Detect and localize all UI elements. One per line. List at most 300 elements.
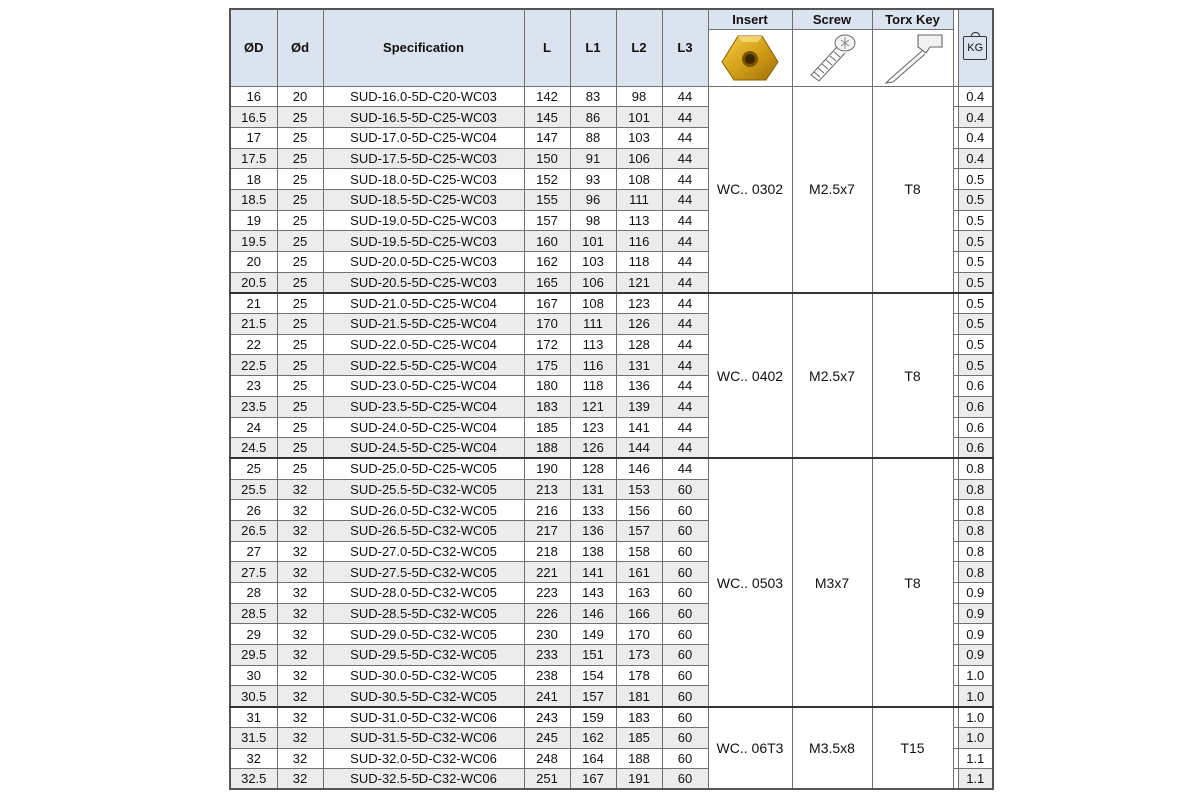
group-screw: M2.5x7	[792, 293, 872, 459]
cell-l1: 164	[570, 748, 616, 769]
cell-l2: 128	[616, 334, 662, 355]
cell-l3: 44	[662, 334, 708, 355]
cell-l1: 98	[570, 210, 616, 231]
cell-l2: 131	[616, 355, 662, 376]
header-L3: L3	[662, 9, 708, 86]
cell-od: 27.5	[230, 562, 277, 583]
cell-spec: SUD-17.5-5D-C25-WC03	[323, 148, 524, 169]
cell-spec: SUD-22.5-5D-C25-WC04	[323, 355, 524, 376]
cell-d: 32	[277, 707, 323, 728]
cell-l: 150	[524, 148, 570, 169]
cell-l3: 44	[662, 189, 708, 210]
cell-d: 32	[277, 727, 323, 748]
cell-d: 25	[277, 293, 323, 314]
cell-spec: SUD-28.0-5D-C32-WC05	[323, 583, 524, 604]
cell-l1: 162	[570, 727, 616, 748]
cell-l3: 60	[662, 479, 708, 500]
cell-weight: 0.4	[958, 127, 993, 148]
cell-l1: 131	[570, 479, 616, 500]
cell-l2: 144	[616, 438, 662, 459]
cell-spec: SUD-16.0-5D-C20-WC03	[323, 86, 524, 107]
cell-l3: 44	[662, 231, 708, 252]
cell-spec: SUD-27.5-5D-C32-WC05	[323, 562, 524, 583]
cell-weight: 0.6	[958, 417, 993, 438]
cell-d: 25	[277, 376, 323, 397]
cell-od: 20	[230, 252, 277, 273]
header-L1: L1	[570, 9, 616, 86]
cell-l1: 121	[570, 396, 616, 417]
group-torx: T8	[872, 458, 953, 706]
cell-spec: SUD-25.0-5D-C25-WC05	[323, 458, 524, 479]
cell-l: 248	[524, 748, 570, 769]
cell-l2: 106	[616, 148, 662, 169]
cell-weight: 0.5	[958, 231, 993, 252]
cell-od: 28	[230, 583, 277, 604]
header-od: ØD	[230, 9, 277, 86]
group-insert: WC.. 0402	[708, 293, 792, 459]
cell-od: 29	[230, 624, 277, 645]
cell-spec: SUD-31.0-5D-C32-WC06	[323, 707, 524, 728]
cell-od: 26	[230, 500, 277, 521]
cell-weight: 1.0	[958, 727, 993, 748]
cell-weight: 0.9	[958, 624, 993, 645]
cell-od: 25	[230, 458, 277, 479]
cell-d: 25	[277, 417, 323, 438]
cell-spec: SUD-30.0-5D-C32-WC05	[323, 665, 524, 686]
cell-weight: 0.5	[958, 272, 993, 293]
cell-od: 22.5	[230, 355, 277, 376]
cell-l1: 126	[570, 438, 616, 459]
cell-l2: 118	[616, 252, 662, 273]
cell-d: 32	[277, 500, 323, 521]
table-row	[230, 458, 993, 479]
cell-weight: 0.5	[958, 334, 993, 355]
cell-l2: 123	[616, 293, 662, 314]
cell-l1: 86	[570, 107, 616, 128]
cell-l: 230	[524, 624, 570, 645]
cell-l3: 44	[662, 210, 708, 231]
cell-l1: 116	[570, 355, 616, 376]
cell-l3: 60	[662, 583, 708, 604]
cell-l3: 60	[662, 520, 708, 541]
cell-l1: 103	[570, 252, 616, 273]
cell-od: 24.5	[230, 438, 277, 459]
cell-weight: 0.5	[958, 293, 993, 314]
cell-l: 175	[524, 355, 570, 376]
cell-spec: SUD-25.5-5D-C32-WC05	[323, 479, 524, 500]
cell-l2: 113	[616, 210, 662, 231]
cell-weight: 1.0	[958, 665, 993, 686]
cell-od: 18	[230, 169, 277, 190]
cell-od: 20.5	[230, 272, 277, 293]
cell-weight: 0.4	[958, 86, 993, 107]
cell-weight: 1.1	[958, 748, 993, 769]
spec-table-container	[229, 8, 994, 790]
cell-l2: 188	[616, 748, 662, 769]
cell-d: 25	[277, 355, 323, 376]
cell-weight: 1.1	[958, 769, 993, 790]
cell-spec: SUD-19.0-5D-C25-WC03	[323, 210, 524, 231]
cell-l: 162	[524, 252, 570, 273]
cell-spec: SUD-29.0-5D-C32-WC05	[323, 624, 524, 645]
cell-spec: SUD-23.5-5D-C25-WC04	[323, 396, 524, 417]
cell-spec: SUD-21.0-5D-C25-WC04	[323, 293, 524, 314]
cell-l: 217	[524, 520, 570, 541]
cell-spec: SUD-31.5-5D-C32-WC06	[323, 727, 524, 748]
cell-l: 185	[524, 417, 570, 438]
cell-l1: 143	[570, 583, 616, 604]
cell-l: 147	[524, 127, 570, 148]
cell-l1: 111	[570, 314, 616, 335]
cell-d: 25	[277, 107, 323, 128]
cell-l: 167	[524, 293, 570, 314]
cell-weight: 0.6	[958, 396, 993, 417]
cell-spec: SUD-28.5-5D-C32-WC05	[323, 603, 524, 624]
cell-l3: 60	[662, 686, 708, 707]
cell-od: 18.5	[230, 189, 277, 210]
cell-l2: 156	[616, 500, 662, 521]
cell-l: 245	[524, 727, 570, 748]
cell-l3: 44	[662, 169, 708, 190]
cell-l2: 98	[616, 86, 662, 107]
cell-l1: 118	[570, 376, 616, 397]
cell-od: 28.5	[230, 603, 277, 624]
cell-l2: 173	[616, 645, 662, 666]
cell-weight: 0.5	[958, 314, 993, 335]
cell-spec: SUD-32.5-5D-C32-WC06	[323, 769, 524, 790]
cell-l1: 154	[570, 665, 616, 686]
cell-l: 145	[524, 107, 570, 128]
cell-weight: 0.8	[958, 500, 993, 521]
cell-d: 25	[277, 314, 323, 335]
cell-l3: 60	[662, 748, 708, 769]
group-insert: WC.. 06T3	[708, 707, 792, 790]
cell-l2: 161	[616, 562, 662, 583]
cell-l2: 139	[616, 396, 662, 417]
cell-l: 243	[524, 707, 570, 728]
cell-d: 32	[277, 583, 323, 604]
group-screw: M3x7	[792, 458, 872, 706]
cell-l1: 128	[570, 458, 616, 479]
cell-od: 22	[230, 334, 277, 355]
cell-l: 213	[524, 479, 570, 500]
cell-spec: SUD-17.0-5D-C25-WC04	[323, 127, 524, 148]
weight-kg-icon	[963, 36, 987, 60]
cell-l2: 153	[616, 479, 662, 500]
cell-l2: 111	[616, 189, 662, 210]
cell-weight: 0.5	[958, 210, 993, 231]
cell-l2: 108	[616, 169, 662, 190]
cell-d: 25	[277, 458, 323, 479]
screw-image-cell	[792, 29, 872, 86]
cell-weight: 0.5	[958, 169, 993, 190]
cell-l1: 101	[570, 231, 616, 252]
header-specification: Specification	[323, 9, 524, 86]
cell-spec: SUD-26.5-5D-C32-WC05	[323, 520, 524, 541]
group-screw: M2.5x7	[792, 86, 872, 293]
cell-od: 24	[230, 417, 277, 438]
cell-weight: 0.9	[958, 645, 993, 666]
spec-table-body	[230, 86, 993, 789]
cell-od: 23	[230, 376, 277, 397]
cell-l3: 60	[662, 645, 708, 666]
cell-d: 25	[277, 148, 323, 169]
insert-image-cell	[708, 29, 792, 86]
cell-l: 180	[524, 376, 570, 397]
cell-od: 26.5	[230, 520, 277, 541]
cell-l2: 141	[616, 417, 662, 438]
cell-l3: 60	[662, 665, 708, 686]
cell-weight: 0.9	[958, 603, 993, 624]
cell-d: 20	[277, 86, 323, 107]
cell-l3: 44	[662, 376, 708, 397]
header-L: L	[524, 9, 570, 86]
cell-l3: 44	[662, 438, 708, 459]
cell-l1: 83	[570, 86, 616, 107]
cell-l: 142	[524, 86, 570, 107]
header-d: Ød	[277, 9, 323, 86]
cell-l3: 44	[662, 417, 708, 438]
cell-spec: SUD-32.0-5D-C32-WC06	[323, 748, 524, 769]
cell-l1: 91	[570, 148, 616, 169]
cell-l1: 167	[570, 769, 616, 790]
cell-d: 25	[277, 438, 323, 459]
cell-l3: 60	[662, 727, 708, 748]
cell-spec: SUD-22.0-5D-C25-WC04	[323, 334, 524, 355]
cell-l1: 88	[570, 127, 616, 148]
cell-weight: 1.0	[958, 707, 993, 728]
cell-weight: 0.6	[958, 438, 993, 459]
cell-l3: 60	[662, 562, 708, 583]
cell-od: 31.5	[230, 727, 277, 748]
cell-l: 226	[524, 603, 570, 624]
cell-spec: SUD-30.5-5D-C32-WC05	[323, 686, 524, 707]
cell-l2: 157	[616, 520, 662, 541]
cell-l2: 166	[616, 603, 662, 624]
cell-l1: 157	[570, 686, 616, 707]
cell-l: 160	[524, 231, 570, 252]
cell-l3: 60	[662, 500, 708, 521]
cell-od: 32.5	[230, 769, 277, 790]
cell-od: 17.5	[230, 148, 277, 169]
cell-l3: 44	[662, 293, 708, 314]
cell-l: 233	[524, 645, 570, 666]
cell-l1: 146	[570, 603, 616, 624]
cell-l1: 141	[570, 562, 616, 583]
cell-spec: SUD-27.0-5D-C32-WC05	[323, 541, 524, 562]
cell-l3: 44	[662, 314, 708, 335]
header-insert: Insert	[708, 9, 792, 29]
cell-od: 25.5	[230, 479, 277, 500]
cell-spec: SUD-18.5-5D-C25-WC03	[323, 189, 524, 210]
cell-spec: SUD-20.5-5D-C25-WC03	[323, 272, 524, 293]
cell-od: 17	[230, 127, 277, 148]
cell-l2: 101	[616, 107, 662, 128]
table-row	[230, 707, 993, 728]
group-torx: T15	[872, 707, 953, 790]
cell-weight: 0.8	[958, 562, 993, 583]
table-row	[230, 86, 993, 107]
cell-od: 23.5	[230, 396, 277, 417]
group-torx: T8	[872, 293, 953, 459]
table-row	[230, 293, 993, 314]
cell-l1: 159	[570, 707, 616, 728]
cell-l: 190	[524, 458, 570, 479]
cell-od: 29.5	[230, 645, 277, 666]
cell-l1: 138	[570, 541, 616, 562]
cell-l3: 44	[662, 252, 708, 273]
cell-spec: SUD-21.5-5D-C25-WC04	[323, 314, 524, 335]
cell-spec: SUD-20.0-5D-C25-WC03	[323, 252, 524, 273]
cell-spec: SUD-29.5-5D-C32-WC05	[323, 645, 524, 666]
torx-key-image-cell	[872, 29, 953, 86]
group-insert: WC.. 0503	[708, 458, 792, 706]
cell-weight: 0.4	[958, 107, 993, 128]
header-weight	[958, 9, 993, 86]
cell-od: 16	[230, 86, 277, 107]
cell-weight: 0.9	[958, 583, 993, 604]
cell-od: 21.5	[230, 314, 277, 335]
cell-weight: 0.5	[958, 355, 993, 376]
cell-od: 30	[230, 665, 277, 686]
cell-weight: 0.5	[958, 189, 993, 210]
cell-l: 241	[524, 686, 570, 707]
cell-l2: 178	[616, 665, 662, 686]
group-screw: M3.5x8	[792, 707, 872, 790]
cell-l: 251	[524, 769, 570, 790]
cell-d: 25	[277, 334, 323, 355]
cell-d: 25	[277, 210, 323, 231]
cell-d: 32	[277, 748, 323, 769]
cell-weight: 0.5	[958, 252, 993, 273]
cell-l2: 181	[616, 686, 662, 707]
cell-l: 172	[524, 334, 570, 355]
cell-od: 16.5	[230, 107, 277, 128]
trigon-insert-icon	[718, 32, 782, 84]
cell-od: 19.5	[230, 231, 277, 252]
cell-l3: 44	[662, 86, 708, 107]
cell-l2: 191	[616, 769, 662, 790]
cell-l: 170	[524, 314, 570, 335]
cell-l3: 44	[662, 148, 708, 169]
cell-l3: 44	[662, 396, 708, 417]
cell-l1: 136	[570, 520, 616, 541]
cell-l1: 149	[570, 624, 616, 645]
cell-d: 32	[277, 479, 323, 500]
cell-d: 32	[277, 562, 323, 583]
cell-l3: 44	[662, 107, 708, 128]
cell-l1: 123	[570, 417, 616, 438]
group-insert: WC.. 0302	[708, 86, 792, 293]
cell-l2: 146	[616, 458, 662, 479]
cell-l2: 126	[616, 314, 662, 335]
cell-l3: 60	[662, 624, 708, 645]
cell-l2: 183	[616, 707, 662, 728]
cell-weight: 0.8	[958, 520, 993, 541]
cell-l2: 103	[616, 127, 662, 148]
cell-d: 25	[277, 169, 323, 190]
cell-l2: 163	[616, 583, 662, 604]
cell-l1: 133	[570, 500, 616, 521]
cell-l3: 60	[662, 707, 708, 728]
header-torx-key: Torx Key	[872, 9, 953, 29]
cell-d: 25	[277, 252, 323, 273]
cell-l: 152	[524, 169, 570, 190]
cell-d: 32	[277, 686, 323, 707]
cell-d: 32	[277, 603, 323, 624]
cell-weight: 0.4	[958, 148, 993, 169]
header-screw: Screw	[792, 9, 872, 29]
cell-spec: SUD-26.0-5D-C32-WC05	[323, 500, 524, 521]
screw-icon	[801, 31, 863, 85]
torx-key-icon	[880, 31, 946, 85]
cell-l: 155	[524, 189, 570, 210]
cell-l3: 60	[662, 769, 708, 790]
weight-kg-label: KG	[967, 41, 984, 54]
cell-l2: 116	[616, 231, 662, 252]
cell-l2: 158	[616, 541, 662, 562]
cell-d: 32	[277, 645, 323, 666]
cell-od: 30.5	[230, 686, 277, 707]
cell-weight: 0.8	[958, 541, 993, 562]
cell-l1: 106	[570, 272, 616, 293]
cell-d: 32	[277, 769, 323, 790]
cell-l1: 151	[570, 645, 616, 666]
cell-l: 157	[524, 210, 570, 231]
cell-l: 216	[524, 500, 570, 521]
cell-d: 25	[277, 127, 323, 148]
cell-l2: 136	[616, 376, 662, 397]
cell-l: 165	[524, 272, 570, 293]
cell-l1: 96	[570, 189, 616, 210]
cell-l2: 170	[616, 624, 662, 645]
cell-spec: SUD-18.0-5D-C25-WC03	[323, 169, 524, 190]
cell-l2: 121	[616, 272, 662, 293]
cell-l: 223	[524, 583, 570, 604]
cell-l: 221	[524, 562, 570, 583]
cell-l3: 44	[662, 458, 708, 479]
cell-l: 238	[524, 665, 570, 686]
cell-l3: 60	[662, 541, 708, 562]
cell-l: 183	[524, 396, 570, 417]
cell-weight: 0.6	[958, 376, 993, 397]
cell-l: 218	[524, 541, 570, 562]
cell-d: 32	[277, 541, 323, 562]
cell-l: 188	[524, 438, 570, 459]
cell-l3: 44	[662, 355, 708, 376]
group-torx: T8	[872, 86, 953, 293]
cell-d: 25	[277, 396, 323, 417]
cell-l1: 108	[570, 293, 616, 314]
cell-l1: 113	[570, 334, 616, 355]
cell-l3: 60	[662, 603, 708, 624]
cell-spec: SUD-16.5-5D-C25-WC03	[323, 107, 524, 128]
spec-table	[229, 8, 994, 790]
cell-od: 27	[230, 541, 277, 562]
cell-od: 31	[230, 707, 277, 728]
cell-weight: 0.8	[958, 479, 993, 500]
cell-l3: 44	[662, 127, 708, 148]
cell-d: 32	[277, 624, 323, 645]
cell-spec: SUD-19.5-5D-C25-WC03	[323, 231, 524, 252]
cell-od: 21	[230, 293, 277, 314]
cell-d: 25	[277, 272, 323, 293]
cell-spec: SUD-24.0-5D-C25-WC04	[323, 417, 524, 438]
cell-d: 32	[277, 665, 323, 686]
cell-l2: 185	[616, 727, 662, 748]
cell-d: 25	[277, 189, 323, 210]
cell-weight: 1.0	[958, 686, 993, 707]
